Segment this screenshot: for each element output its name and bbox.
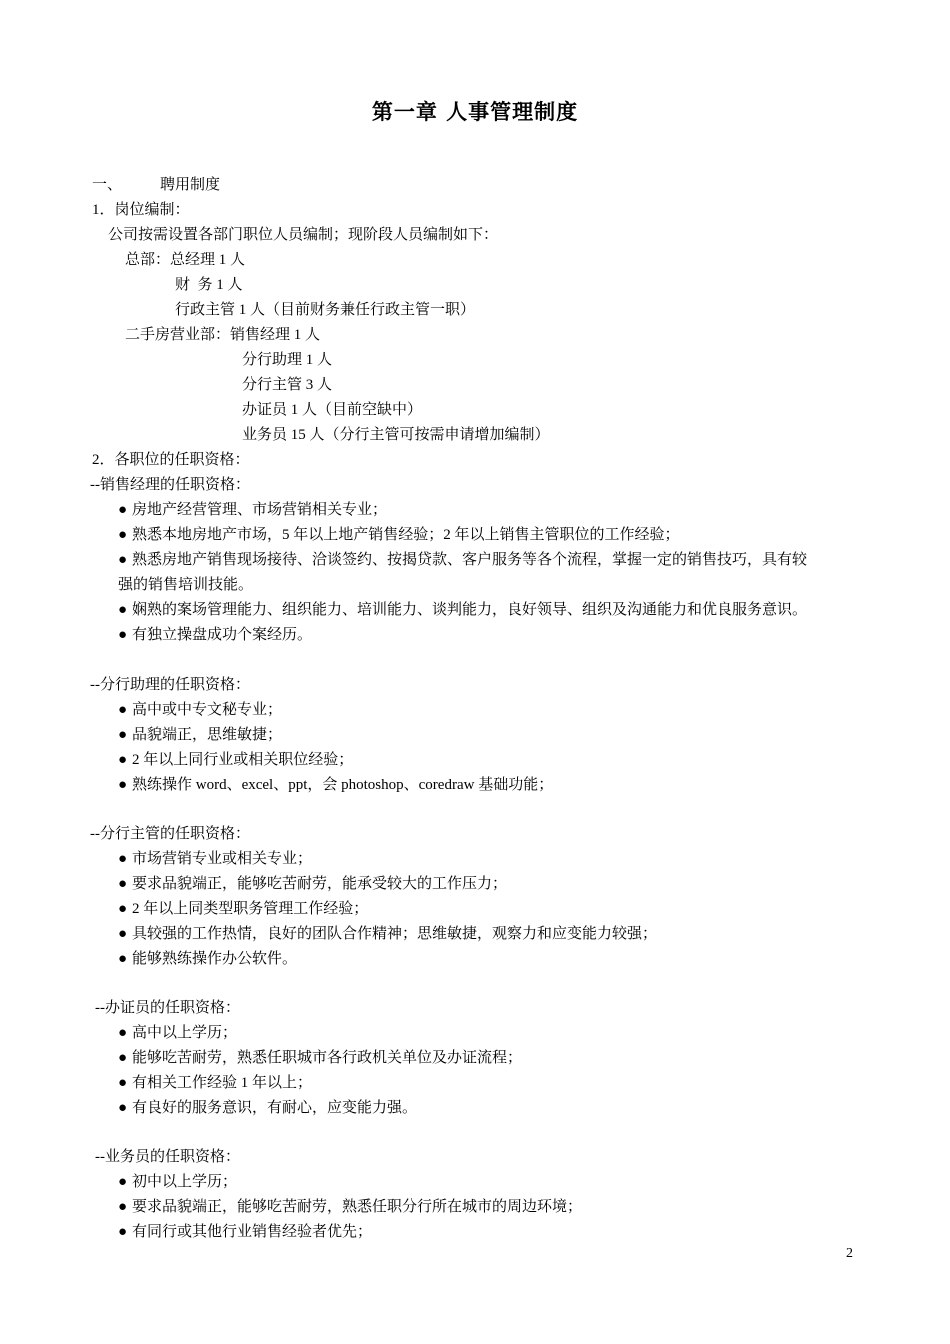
bullet-icon: ● <box>118 502 128 518</box>
list-item <box>118 1046 522 1071</box>
bullet-icon: ● <box>118 727 128 743</box>
list-item <box>118 723 282 748</box>
dept-line: 分行助理 1 人 <box>242 352 333 368</box>
bullet-icon: ● <box>118 1075 128 1091</box>
dept-line: 销售经理 1 人 <box>230 327 321 343</box>
list-item-text: 2 年以上同行业或相关职位经验； <box>132 752 354 768</box>
list-item-text: 2 年以上同类型职务管理工作经验； <box>132 901 369 917</box>
section-label: 聘用制度 <box>160 177 221 193</box>
list-item-text: 有相关工作经验 1 年以上； <box>132 1075 313 1091</box>
page-number: 2 <box>846 1246 853 1261</box>
list-item-text: 房地产经营管理、市场营销相关专业； <box>132 502 388 518</box>
role-heading: --销售经理的任职资格： <box>90 477 250 493</box>
list-item <box>118 1220 372 1245</box>
list-item-text: 市场营销专业或相关专业； <box>132 851 313 867</box>
bullet-icon: ● <box>118 1224 128 1240</box>
list-item-text: 要求品貌端正，能够吃苦耐劳，能承受较大的工作压力； <box>132 876 508 892</box>
list-item-text: 具较强的工作热情，良好的团队合作精神；思维敏捷，观察力和应变能力较强； <box>132 926 658 942</box>
bullet-icon: ● <box>118 1199 128 1215</box>
bullet-icon: ● <box>118 552 128 568</box>
role-heading: --分行助理的任职资格： <box>90 677 250 693</box>
list-item <box>118 1021 237 1046</box>
bullet-icon: ● <box>118 602 128 618</box>
list-item <box>118 872 507 897</box>
list-item-text: 有良好的服务意识，有耐心，应变能力强。 <box>132 1100 418 1116</box>
chapter-title: 第一章 人事管理制度 <box>371 100 579 124</box>
bullet-icon: ● <box>118 1100 128 1116</box>
list-item <box>118 847 312 872</box>
list-item <box>118 1071 312 1096</box>
list-item <box>118 523 680 548</box>
dept-line: 分行主管 3 人 <box>242 377 333 393</box>
hq-line: 行政主管 1 人（目前财务兼任行政主管一职） <box>175 302 476 318</box>
section-heading <box>92 173 220 198</box>
hq-line: 总经理 1 人 <box>170 252 246 268</box>
bullet-icon: ● <box>118 1050 128 1066</box>
list-item <box>118 498 387 523</box>
dept-line: 办证员 1 人（目前空缺中） <box>242 402 423 418</box>
list-item <box>118 1096 417 1121</box>
list-item <box>118 922 657 947</box>
bullet-icon: ● <box>118 777 128 793</box>
item-intro: 公司按需设置各部门职位人员编制；现阶段人员编制如下： <box>108 227 499 243</box>
hq-line: 财 务 1 人 <box>175 277 243 293</box>
item-heading: 2．各职位的任职资格： <box>92 452 250 468</box>
bullet-icon: ● <box>118 752 128 768</box>
item-heading: 1．岗位编制： <box>92 202 190 218</box>
list-item <box>118 698 282 723</box>
list-item-text: 娴熟的案场管理能力、组织能力、培训能力、谈判能力，良好领导、组织及沟通能力和优良服务意识。 <box>132 602 808 618</box>
list-item-text: 有同行或其他行业销售经验者优先； <box>132 1224 373 1240</box>
list-item-text: 高中或中专文秘专业； <box>132 702 283 718</box>
list-item-text: 初中以上学历； <box>132 1174 238 1190</box>
bullet-icon: ● <box>118 876 128 892</box>
section-number: 一、 <box>92 177 123 193</box>
dept-line: 业务员 15 人（分行主管可按需申请增加编制） <box>242 427 550 443</box>
list-item <box>118 947 297 972</box>
list-item <box>118 773 553 798</box>
role-heading: --分行主管的任职资格： <box>90 826 250 842</box>
dept-row <box>125 323 320 348</box>
bullet-icon: ● <box>118 851 128 867</box>
list-item <box>118 1170 237 1195</box>
hq-label: 总部： <box>125 252 171 268</box>
list-item-text: 熟悉房地产销售现场接待、洽谈签约、按揭贷款、客户服务等各个流程，掌握一定的销售技巧，具有较 <box>132 552 808 568</box>
list-item-text: 熟悉本地房地产市场，5 年以上地产销售经验；2 年以上销售主管职位的工作经验； <box>132 527 680 543</box>
list-item <box>118 897 368 922</box>
list-item-text: 品貌端正，思维敏捷； <box>132 727 283 743</box>
list-item <box>118 598 807 623</box>
list-item <box>118 623 312 648</box>
list-item-text: 能够吃苦耐劳，熟悉任职城市各行政机关单位及办证流程； <box>132 1050 523 1066</box>
list-item <box>118 548 807 573</box>
list-item <box>118 748 353 773</box>
bullet-icon: ● <box>118 627 128 643</box>
list-item-text: 有独立操盘成功个案经历。 <box>132 627 313 643</box>
bullet-icon: ● <box>118 901 128 917</box>
role-heading: --办证员的任职资格： <box>95 1000 240 1016</box>
bullet-icon: ● <box>118 1174 128 1190</box>
list-item <box>118 1195 582 1220</box>
bullet-icon: ● <box>118 951 128 967</box>
list-item-text: 要求品貌端正，能够吃苦耐劳，熟悉任职分行所在城市的周边环境； <box>132 1199 583 1215</box>
bullet-icon: ● <box>118 1025 128 1041</box>
bullet-icon: ● <box>118 702 128 718</box>
list-item-continuation: 强的销售培训技能。 <box>118 577 254 593</box>
hq-row <box>125 248 245 273</box>
bullet-icon: ● <box>118 926 128 942</box>
list-item-text: 高中以上学历； <box>132 1025 238 1041</box>
list-item-text: 熟练操作 word、excel、ppt，会 photoshop、coredraw 基础功能； <box>132 777 554 793</box>
dept-label: 二手房营业部： <box>125 327 231 343</box>
bullet-icon: ● <box>118 527 128 543</box>
role-heading: --业务员的任职资格： <box>95 1149 240 1165</box>
list-item-text: 能够熟练操作办公软件。 <box>132 951 298 967</box>
